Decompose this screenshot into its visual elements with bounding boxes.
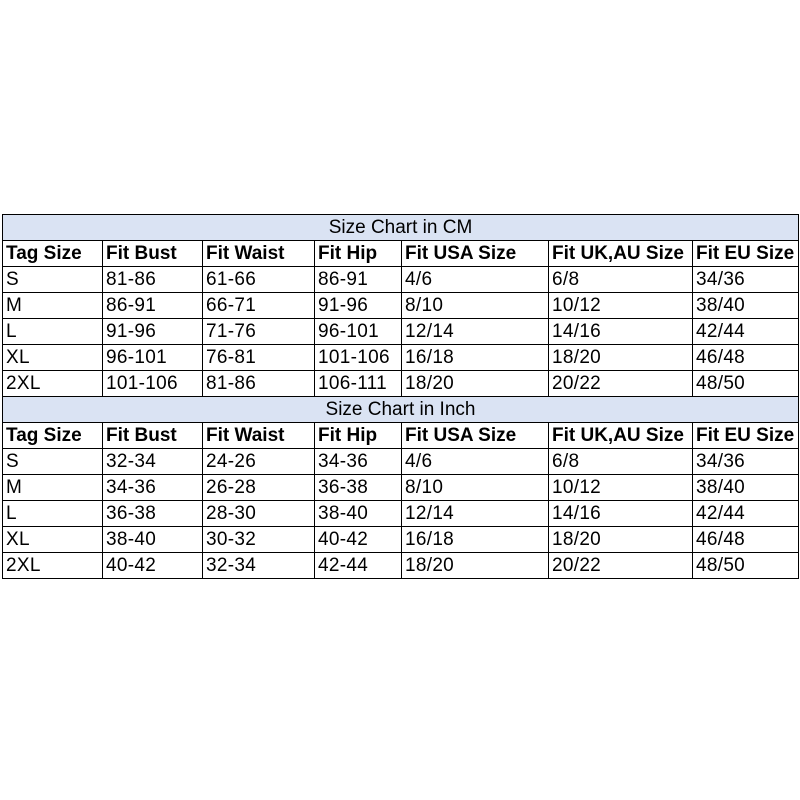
table-row [3,475,799,501]
cell-fit-eu-size: 46/48 [693,345,799,371]
cell-fit-waist: 81-86 [203,371,315,397]
cell-fit-waist: 24-26 [203,449,315,475]
cell-fit-usa-size: 4/6 [402,267,549,293]
cell-fit-bust: 96-101 [103,345,203,371]
cell-fit-uk-au-size: 10/12 [549,475,693,501]
cell-fit-eu-size: 46/48 [693,527,799,553]
cell-fit-usa-size: 16/18 [402,527,549,553]
cell-fit-uk-au-size: 14/16 [549,319,693,345]
cell-fit-hip: 96-101 [315,319,402,345]
cell-fit-waist: 61-66 [203,267,315,293]
cell-fit-hip: 36-38 [315,475,402,501]
cell-fit-bust: 91-96 [103,319,203,345]
cell-fit-hip: 42-44 [315,553,402,579]
cell-fit-hip: 101-106 [315,345,402,371]
cell-fit-waist: 71-76 [203,319,315,345]
table-row [3,319,799,345]
cell-fit-usa-size: 4/6 [402,449,549,475]
column-header-fit-eu-size: Fit EU Size [693,241,799,267]
cell-fit-eu-size: 38/40 [693,475,799,501]
table-row [3,501,799,527]
table-row [3,345,799,371]
cell-tag-size: XL [3,527,103,553]
table-row [3,267,799,293]
cell-fit-eu-size: 38/40 [693,293,799,319]
cell-tag-size: S [3,267,103,293]
cell-tag-size: S [3,449,103,475]
size-chart-inch-header-row [3,423,799,449]
cell-fit-bust: 81-86 [103,267,203,293]
column-header-fit-bust: Fit Bust [103,423,203,449]
cell-fit-waist: 30-32 [203,527,315,553]
cell-fit-usa-size: 8/10 [402,475,549,501]
cell-tag-size: 2XL [3,553,103,579]
column-header-fit-eu-size: Fit EU Size [693,423,799,449]
table-row [3,553,799,579]
cell-fit-usa-size: 18/20 [402,553,549,579]
size-chart-inch-title-row [3,397,799,423]
column-header-fit-waist: Fit Waist [203,423,315,449]
cell-fit-usa-size: 12/14 [402,319,549,345]
cell-fit-waist: 28-30 [203,501,315,527]
cell-fit-eu-size: 42/44 [693,319,799,345]
cell-fit-bust: 38-40 [103,527,203,553]
cell-tag-size: 2XL [3,371,103,397]
cell-tag-size: M [3,293,103,319]
cell-fit-eu-size: 42/44 [693,501,799,527]
cell-tag-size: XL [3,345,103,371]
column-header-fit-hip: Fit Hip [315,423,402,449]
cell-fit-bust: 86-91 [103,293,203,319]
cell-fit-usa-size: 18/20 [402,371,549,397]
column-header-fit-waist: Fit Waist [203,241,315,267]
size-chart-inch-title: Size Chart in Inch [3,397,799,423]
cell-fit-hip: 40-42 [315,527,402,553]
cell-fit-hip: 34-36 [315,449,402,475]
cell-fit-uk-au-size: 20/22 [549,371,693,397]
cell-fit-uk-au-size: 10/12 [549,293,693,319]
cell-fit-eu-size: 34/36 [693,267,799,293]
cell-fit-uk-au-size: 6/8 [549,449,693,475]
cell-fit-hip: 38-40 [315,501,402,527]
cell-fit-uk-au-size: 6/8 [549,267,693,293]
cell-fit-eu-size: 48/50 [693,553,799,579]
cell-fit-eu-size: 34/36 [693,449,799,475]
cell-fit-waist: 32-34 [203,553,315,579]
cell-tag-size: L [3,319,103,345]
column-header-fit-usa-size: Fit USA Size [402,423,549,449]
size-chart-cm-title: Size Chart in CM [3,215,799,241]
cell-fit-uk-au-size: 20/22 [549,553,693,579]
cell-tag-size: M [3,475,103,501]
size-chart-body [3,215,799,579]
table-row [3,371,799,397]
cell-fit-hip: 91-96 [315,293,402,319]
cell-fit-waist: 26-28 [203,475,315,501]
cell-tag-size: L [3,501,103,527]
column-header-fit-hip: Fit Hip [315,241,402,267]
cell-fit-uk-au-size: 18/20 [549,345,693,371]
cell-fit-hip: 86-91 [315,267,402,293]
cell-fit-bust: 32-34 [103,449,203,475]
cell-fit-bust: 34-36 [103,475,203,501]
column-header-tag-size: Tag Size [3,241,103,267]
column-header-tag-size: Tag Size [3,423,103,449]
cell-fit-usa-size: 8/10 [402,293,549,319]
cell-fit-waist: 66-71 [203,293,315,319]
column-header-fit-uk-au-size: Fit UK,AU Size [549,241,693,267]
cell-fit-hip: 106-111 [315,371,402,397]
cell-fit-eu-size: 48/50 [693,371,799,397]
column-header-fit-bust: Fit Bust [103,241,203,267]
table-row [3,449,799,475]
cell-fit-bust: 40-42 [103,553,203,579]
size-chart-cm-title-row [3,215,799,241]
table-row [3,293,799,319]
cell-fit-usa-size: 16/18 [402,345,549,371]
cell-fit-uk-au-size: 18/20 [549,527,693,553]
column-header-fit-usa-size: Fit USA Size [402,241,549,267]
cell-fit-usa-size: 12/14 [402,501,549,527]
column-header-fit-uk-au-size: Fit UK,AU Size [549,423,693,449]
cell-fit-bust: 101-106 [103,371,203,397]
cell-fit-uk-au-size: 14/16 [549,501,693,527]
cell-fit-bust: 36-38 [103,501,203,527]
table-row [3,527,799,553]
size-chart-table [2,214,799,579]
cell-fit-waist: 76-81 [203,345,315,371]
size-chart-cm-header-row [3,241,799,267]
